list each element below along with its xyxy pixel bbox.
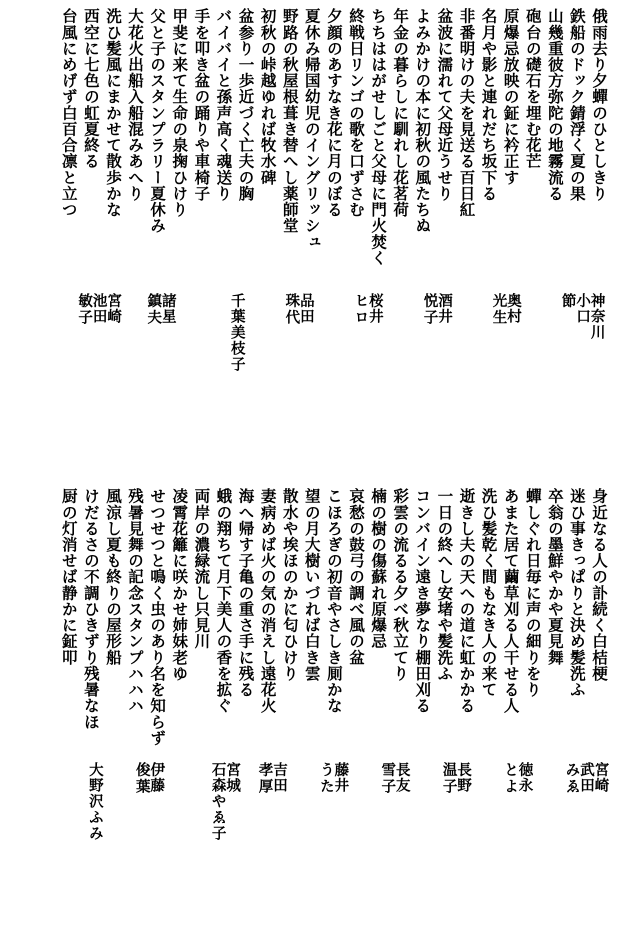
poem-line: 原爆忌放映の鉦に衿正す — [501, 8, 521, 186]
poem-line: 哀愁の鼓弓の調べ風の盆 — [346, 488, 366, 666]
author-given-name: みゑ — [563, 762, 581, 796]
author-entry — [283, 293, 327, 483]
poem-line: けだるさの不調ひきずり残暑なほ — [81, 488, 101, 730]
author-given-name: 珠代 — [283, 293, 301, 327]
poem-block-bottom — [0, 488, 615, 758]
poem-line: 年金の暮らしに馴れし花茗荷 — [391, 8, 411, 218]
author-entry — [440, 762, 484, 952]
author-surname: 奥村 — [505, 293, 523, 325]
author-surname: 徳永 — [516, 762, 534, 794]
poem-line: こほろぎの初音やさしき厠かな — [324, 488, 344, 714]
author-given-name: 敏子 — [76, 293, 94, 327]
poem-line: 風涼し夏も終りの屋形船 — [103, 488, 123, 666]
author-entry — [421, 293, 465, 483]
author-surname: 酒井 — [435, 293, 453, 325]
poem-line: 彩雲の流るる夕べ秋立てり — [391, 488, 411, 682]
author-surname: 藤井 — [332, 762, 350, 794]
poem-line: 野路の秋屋根葺き替へし薬師堂 — [280, 8, 300, 234]
poem-line: 楠の樹の傷蘇れ原爆忌 — [369, 488, 389, 650]
poem-line: 名月や影と連れだち坂下る — [479, 8, 499, 202]
author-entry — [490, 293, 534, 483]
poem-line: 砲台の礎石を埋む花芒 — [523, 8, 543, 170]
poem-line: バイバイと孫声高く魂送り — [214, 8, 234, 202]
poem-line: 父と子のスタンプラリー夏休み — [148, 8, 168, 234]
author-given-name: 節 — [559, 293, 577, 310]
poem-line: 終戦日リンゴの歌を口ずさむ — [346, 8, 366, 218]
poem-line: 一日の終へし安堵や髪洗ふ — [435, 488, 455, 682]
poem-line: 盆波に濡れて父母近うせり — [435, 8, 455, 202]
poem-line: 凌霄花籬に咲かせ姉妹老ゆ — [170, 488, 190, 682]
poem-line: 大花火出船入船混みあへり — [126, 8, 146, 202]
poem-line: 逝きし夫の天への道に虹かかる — [457, 488, 477, 714]
poem-line: 盆参り一歩近づく亡夫の胸 — [236, 8, 256, 202]
author-given-name: 温子 — [440, 762, 458, 796]
poem-line: 山幾重彼方弥陀の地霧流る — [545, 8, 565, 202]
author-given-name: うた — [317, 762, 335, 796]
author-surname: 諸星 — [159, 293, 177, 325]
poem-line: 迷ひ事きっぱりと決め髪洗ふ — [567, 488, 587, 698]
author-entry — [502, 762, 546, 952]
poem-line: 手を叩き盆の踊りや車椅子 — [192, 8, 212, 202]
author-prefecture: 宮崎 — [592, 762, 610, 794]
author-surname: 千葉美枝子 — [228, 293, 246, 373]
author-entry — [134, 762, 178, 952]
author-surname: 小口 — [574, 293, 592, 325]
author-entry — [563, 762, 610, 952]
author-given-name: 光生 — [490, 293, 508, 327]
poem-line: 洗ひ髪風にまかせて散歩かな — [103, 8, 123, 218]
poem-line: 西空に七色の虹夏終る — [81, 8, 101, 170]
poem-line: 卒翁の墨鮮やかや夏見舞 — [545, 488, 565, 666]
poem-line: 残暑見舞の記念スタンプハハハ — [126, 488, 146, 714]
poem-line: 身近なる人の訃続く白桔梗 — [590, 488, 609, 682]
author-surname: 長野 — [455, 762, 473, 794]
poem-block-top — [0, 8, 615, 278]
poem-line: コンバイン遠き夢なり棚田刈る — [413, 488, 433, 714]
author-surname: 吉田 — [270, 762, 288, 794]
poem-line: 蟬しぐれ日毎に声の細りをり — [523, 488, 543, 698]
poem-line: 両岸の濃緑流し只見川 — [192, 488, 212, 650]
author-entry — [145, 293, 189, 483]
author-entry — [214, 293, 258, 483]
poem-line: 厨の灯消せば静かに鉦叩 — [59, 488, 79, 666]
author-entry — [379, 762, 423, 952]
author-given-name: とよ — [502, 762, 520, 796]
author-given-name: 鎮夫 — [145, 293, 163, 327]
author-entry — [559, 293, 606, 483]
author-prefecture: 神奈川 — [588, 293, 606, 341]
author-surname: 伊藤 — [148, 762, 166, 794]
poem-line: 夕顔のあすなき花に月のぼる — [324, 8, 344, 218]
poem-line: 蛾の翔ちて月下美人の香を拡ぐ — [214, 488, 234, 714]
poem-line: 甲斐に来て生命の泉掬ひけり — [170, 8, 190, 218]
poem-line: 散水や埃ほのかに匂ひけり — [280, 488, 300, 682]
poem-line: ちちははがせしごと父母に門火焚く — [369, 8, 389, 266]
poem-line: あまた居て繭草刈る人干せる人 — [501, 488, 521, 714]
author-surname: 品田 — [297, 293, 315, 325]
author-given-name: 悦子 — [421, 293, 439, 327]
poem-line: よみかけの本に初秋の風たちぬ — [413, 8, 433, 234]
author-prefecture: 宮崎 — [105, 293, 123, 325]
poem-line: 望の月大樹いづれば白き雲 — [302, 488, 322, 682]
author-surname: 池田 — [90, 293, 108, 325]
poem-line: 非番明けの夫を見送る百日紅 — [457, 8, 477, 218]
author-surname: 石森やゑ子 — [209, 762, 227, 842]
author-prefecture: 宮城 — [224, 762, 242, 794]
poem-line: 俄雨去り夕蟬のひとしきり — [590, 8, 609, 202]
author-entry — [256, 762, 300, 952]
author-entry — [76, 293, 123, 483]
author-surname: 長友 — [393, 762, 411, 794]
author-given-name: 雪子 — [379, 762, 397, 796]
author-given-name: ヒロ — [352, 293, 370, 327]
poem-line: 初秋の峠越ゆれば牧水碑 — [258, 8, 278, 186]
poem-line: 夏休み帰国幼児のイングリッシュ — [302, 8, 322, 250]
author-entry — [72, 762, 116, 952]
poem-line: 海へ帰す子亀の重さ手に残る — [236, 488, 256, 698]
author-given-name: 俊葉 — [133, 762, 151, 796]
poem-line: せつせつと鳴く虫のあり名を知らず — [148, 488, 168, 746]
author-entry — [352, 293, 396, 483]
poem-line: 鉄船のドック錆浮く夏の果 — [567, 8, 587, 202]
author-surname: 武田 — [577, 762, 595, 794]
poem-line: 洗ひ髪乾く間もなき人の来て — [479, 488, 499, 698]
poem-line: 妻病めば火の気の消えし遠花火 — [258, 488, 278, 714]
author-surname: 大野沢ふみ — [86, 762, 104, 842]
author-surname: 桜井 — [366, 293, 384, 325]
poem-line: 台風にめげず白百合凛と立つ — [59, 8, 79, 218]
author-given-name: 孝厚 — [256, 762, 274, 796]
author-entry — [195, 762, 242, 952]
author-entry — [318, 762, 362, 952]
